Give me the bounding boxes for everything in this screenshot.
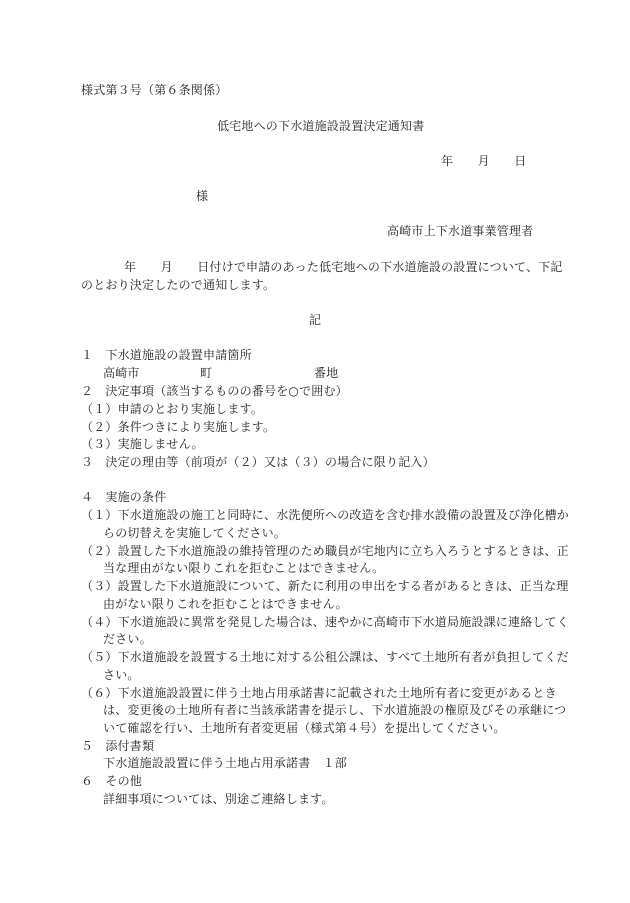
section-2-option: （２）条件つきにより実施します。 bbox=[81, 420, 276, 434]
section-2-option: （１）申請のとおり実施します。 bbox=[81, 402, 264, 416]
condition-6-line-1: （６）下水道施設設置に伴う土地占用承諾書に記載された土地所有者に変更があるとき bbox=[81, 686, 557, 700]
condition-6-line-2: は、変更後の土地所有者に当該承諾書を提示し、下水道施設の権原及びその承継につ bbox=[103, 703, 567, 717]
section-1-lot: 番地 bbox=[314, 366, 339, 380]
condition-6-line-3: いて確認を行い、土地所有者変更届（様式第４号）を提出してください。 bbox=[103, 721, 506, 735]
section-1-town: 町 bbox=[200, 366, 213, 380]
ki-marker: 記 bbox=[309, 313, 322, 327]
condition-1-line-1: （１）下水道施設の施工と同時に、水洗便所への改造を含む排水設備の設置及び浄化槽か bbox=[81, 508, 570, 522]
condition-3-line-1: （３）設置した下水道施設について、新たに利用の申出をする者があるときは、正当な理 bbox=[81, 579, 569, 593]
body-line-2: のとおり決定したので通知します。 bbox=[81, 278, 276, 292]
condition-4-line-2: ださい。 bbox=[103, 632, 152, 646]
section-6-item: 詳細事項については、別途ご連絡します。 bbox=[103, 792, 334, 806]
section-6-heading: ６ その他 bbox=[81, 774, 143, 788]
date-line: 年 月 日 bbox=[441, 154, 527, 168]
section-1-city: 高崎市 bbox=[103, 366, 140, 380]
recipient-suffix: 様 bbox=[196, 189, 209, 203]
document-title: 低宅地への下水道施設設置決定通知書 bbox=[217, 119, 425, 133]
section-3-heading: ３ 決定の理由等（前項が（２）又は（３）の場合に限り記入） bbox=[81, 455, 435, 469]
section-5-item: 下水道施設設置に伴う土地占用承諾書 １部 bbox=[103, 756, 348, 770]
condition-3-line-2: 由がない限りこれを拒むことはできません。 bbox=[103, 597, 348, 611]
section-4-heading: ４ 実施の条件 bbox=[81, 490, 167, 504]
condition-5-line-1: （５）下水道施設を設置する土地に対する公租公課は、すべて土地所有者が負担してくだ bbox=[81, 650, 569, 664]
section-2-option: （３）実施しません。 bbox=[81, 437, 204, 451]
body-line-1: 年 月 日付けで申請のあった低宅地への下水道施設の設置について、下記 bbox=[124, 260, 563, 274]
section-5-heading: ５ 添付書類 bbox=[81, 739, 155, 753]
condition-2-line-1: （２）設置した下水道施設の維持管理のため職員が宅地内に立ち入ろうとするときは、正 bbox=[81, 544, 570, 558]
condition-4-line-1: （４）下水道施設に異常を発見した場合は、速やかに高崎市下水道局施設課に連絡してく bbox=[81, 615, 570, 629]
form-number: 様式第３号（第６条関係） bbox=[81, 83, 228, 97]
section-1-heading: １ 下水道施設の設置申請箇所 bbox=[81, 348, 252, 362]
condition-1-line-2: らの切替えを実施してください。 bbox=[103, 526, 287, 540]
condition-2-line-2: 当な理由がない限りこれを拒むことはできません。 bbox=[103, 561, 385, 575]
condition-5-line-2: さい。 bbox=[103, 668, 140, 682]
section-2-heading: ２ 決定事項（該当するものの番号を○で囲む） bbox=[81, 384, 348, 398]
issuer: 高崎市上下水道事業管理者 bbox=[387, 224, 534, 238]
